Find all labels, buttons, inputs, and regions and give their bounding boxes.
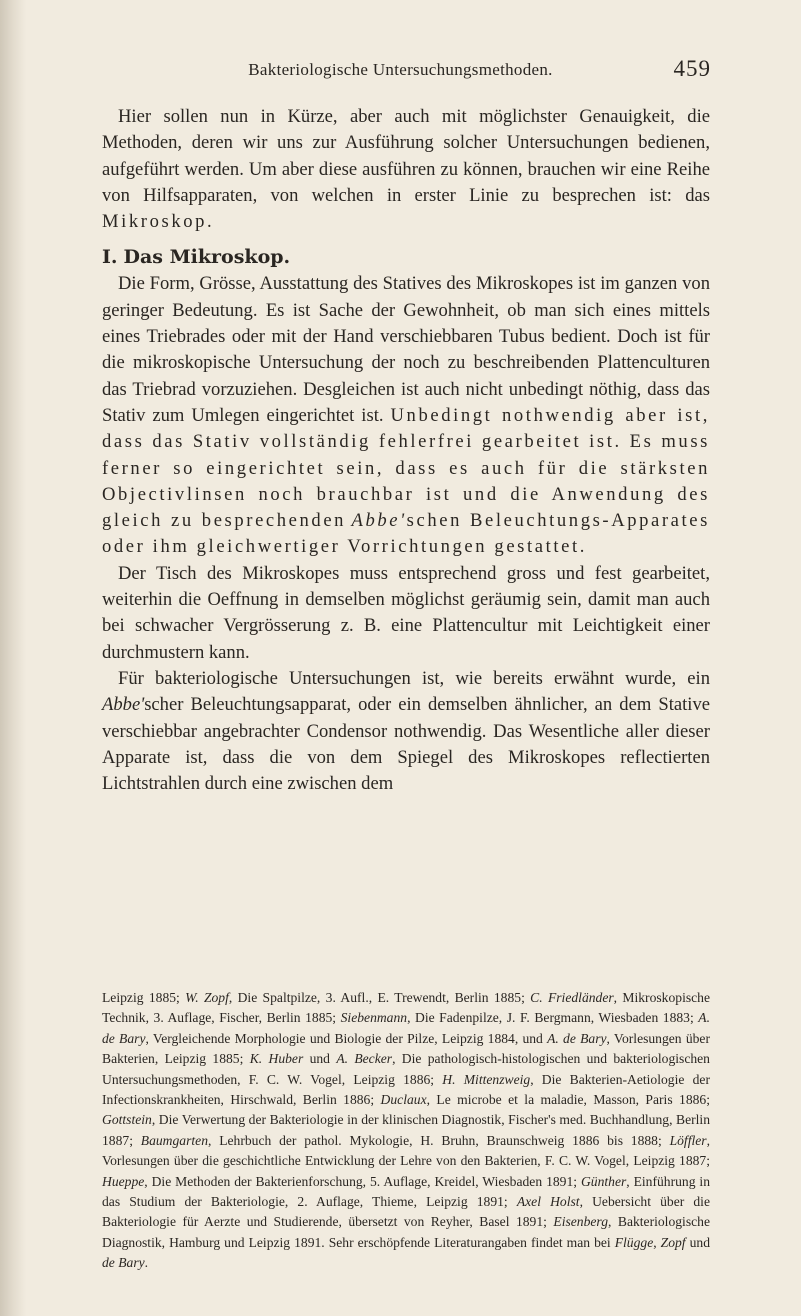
- paragraph-condensor-after: scher Beleuchtungsapparat, oder ein demselben ähnlicher, an dem Stative verschiebbar angebrachter Condensor nothwendig. Das Wesentliche aller dieser Apparate ist, dass die von dem Spiegel des Mikroskopes reflectierten Lichtstrahlen durch eine zwischen dem: [102, 694, 710, 795]
- footnote-text: , Le microbe et la maladie, Masson, Paris 1886;: [426, 1092, 710, 1108]
- paragraph-stativ: [102, 271, 710, 560]
- footnote-text: , Vergleichende Morphologie und Biologie der Pilze, Leipzig 1884, und: [145, 1030, 548, 1046]
- footnote-author: Hueppe: [102, 1173, 145, 1189]
- footnote-text: , Mikroskopische Technik, 3. Auflage, Fischer, Berlin 1885;: [102, 990, 710, 1026]
- paragraph-condensor: [102, 666, 710, 797]
- footnote-author: Zopf: [660, 1234, 686, 1250]
- abbe-name-2: Abbe': [102, 694, 145, 716]
- intro-paragraph: [102, 104, 710, 235]
- footnote-text: , Einführung in das Studium der Bakteriologie, 2. Auflage, Thieme, Leipzig 1891;: [102, 1173, 710, 1210]
- footnote-author: H. Mittenzweig: [442, 1071, 531, 1087]
- footnote-author: Eisenberg: [553, 1214, 609, 1230]
- footnote-author: Baumgarten: [140, 1132, 208, 1148]
- paragraph-condensor-before: Für bakteriologische Untersuchungen ist, wie bereits erwähnt wurde, ein: [118, 667, 710, 689]
- footnote-author: Axel Holst: [516, 1194, 580, 1210]
- footnote-author: Siebenmann: [340, 1010, 408, 1026]
- footnote-text: ,: [653, 1234, 661, 1250]
- paragraph-tisch: Der Tisch des Mikroskopes muss entsprechend gross und fest gearbeitet, weiterhin die Oeffnung in demselben möglichst geräumig sein, damit man auch bei schwacher Vergrösserung z. B. eine Plattencultur mit Leichtigkeit einer durchmustern kann.: [102, 562, 710, 663]
- footnote-text: , Die Methoden der Bakterienforschung, 5. Auflage, Kreidel, Wiesbaden 1891;: [144, 1173, 581, 1189]
- footnote-author: Gottstein: [102, 1112, 152, 1128]
- footnote-text: , Bakteriologische Diagnostik, Hamburg und Leipzig 1891. Sehr erschöpfende Literaturangaben findet man bei: [102, 1214, 710, 1250]
- footnote-text: , Die Spaltpilze, 3. Aufl., E. Trewendt, Berlin 1885;: [228, 990, 531, 1005]
- footnote-text: , Lehrbuch der pathol. Mykologie, H. Bruhn, Braunschweig 1886 bis 1888;: [208, 1132, 670, 1148]
- footnote-author: Günther: [580, 1173, 627, 1189]
- footnote-text: und: [685, 1234, 710, 1250]
- footnote-author: C. Friedländer: [530, 990, 614, 1005]
- page-edge-shadow: [0, 0, 26, 1316]
- emphasis-requirements: Unbedingt nothwendig aber ist, dass das Stativ vollständig fehlerfrei gearbeitet ist. Es muss ferner so eingerichtet sein, dass es auch für die stärksten Objectivlinsen noch brauchbar ist und die Anwendung des gleich zu besprechenden: [102, 404, 710, 532]
- footnote-text: , Die Verwertung der Bakteriologie in der klinischen Diagnostik, Fischer's med. Buchhandlung, Berlin 1887;: [102, 1112, 710, 1148]
- footnote-author: de Bary: [102, 1255, 145, 1271]
- footnote-author: A. de Bary: [547, 1030, 607, 1046]
- page-number: 459: [673, 56, 711, 81]
- footnote-author: Duclaux: [380, 1092, 427, 1108]
- section-number: I.: [102, 246, 118, 269]
- section-heading: [102, 245, 710, 269]
- footnote-text: , Die Bakterien-Aetiologie der Infectionskrankheiten, Hirschwald, Berlin 1886;: [102, 1071, 710, 1108]
- footnote-paragraph: [102, 988, 710, 1274]
- footnote-text: , Vorlesungen über die geschichtliche Entwicklung der Lehre von den Bakterien, F. C. W. Vogel, Leipzig 1887;: [102, 1132, 710, 1169]
- footnote-text: und: [303, 1051, 337, 1067]
- running-head: Bakteriologische Untersuchungsmethoden.: [248, 60, 553, 79]
- footnote-author: A. Becker: [336, 1051, 393, 1067]
- footnote-text: .: [144, 1255, 149, 1271]
- footnote-text: Leipzig 1885;: [102, 990, 186, 1005]
- main-text: [102, 104, 710, 797]
- footnote-text: , Vorlesungen über Bakterien, Leipzig 1885;: [102, 1030, 710, 1067]
- section-title: Das Mikroskop.: [123, 246, 291, 269]
- footnote-block: [102, 988, 710, 1274]
- footnote-author: A. de Bary: [102, 1010, 710, 1046]
- page-header: [0, 50, 801, 90]
- intro-text: Hier sollen nun in Kürze, aber auch mit möglichster Genauigkeit, die Methoden, deren wir uns zur Ausführung solcher Untersuchungen bedienen, aufgeführt werden. Um aber diese ausführen zu können, brauchen wir eine Reihe von Hilfsapparaten, von welchen in erster Linie zu besprechen ist: das: [102, 106, 710, 206]
- footnote-author: Löffler: [669, 1132, 707, 1148]
- footnote-text: , Uebersicht über die Bakteriologie für Aerzte und Studierende, übersetzt von Reyher, Basel 1891;: [102, 1194, 710, 1230]
- paragraph-stativ-text: Die Form, Grösse, Ausstattung des Statives des Mikroskopes ist im ganzen von geringer Bedeutung. Es ist Sache der Gewohnheit, ob man sich eines mittels eines Triebrades oder mit der Hand verschiebbaren Tubus bedient. Doch ist für die mikroskopische Untersuchung der noch zu beschreibenden Plattenculturen das Triebrad vorzuziehen. Desgleichen ist auch nicht unbedingt nöthig, dass das Stativ zum Umlegen eingerichtet ist.: [102, 273, 710, 426]
- abbe-name: Abbe': [351, 510, 407, 532]
- footnote-author: Flügge: [614, 1234, 654, 1250]
- footnote-author: K. Huber: [249, 1051, 304, 1067]
- footnote-text: , Die pathologisch-histologischen und bakteriologischen Untersuchungsmethoden, F. C. W. Vogel, Leipzig 1886;: [102, 1051, 710, 1087]
- emphasis-beleuchtung: schen Beleuchtungs-Apparates oder ihm gleichwertiger Vorrichtungen gestattet.: [102, 510, 710, 558]
- intro-spaced-word: Mikroskop.: [102, 211, 215, 233]
- footnote-author: W. Zopf: [185, 990, 229, 1005]
- footnote-text: , Die Fadenpilze, J. F. Bergmann, Wiesbaden 1883;: [407, 1010, 699, 1026]
